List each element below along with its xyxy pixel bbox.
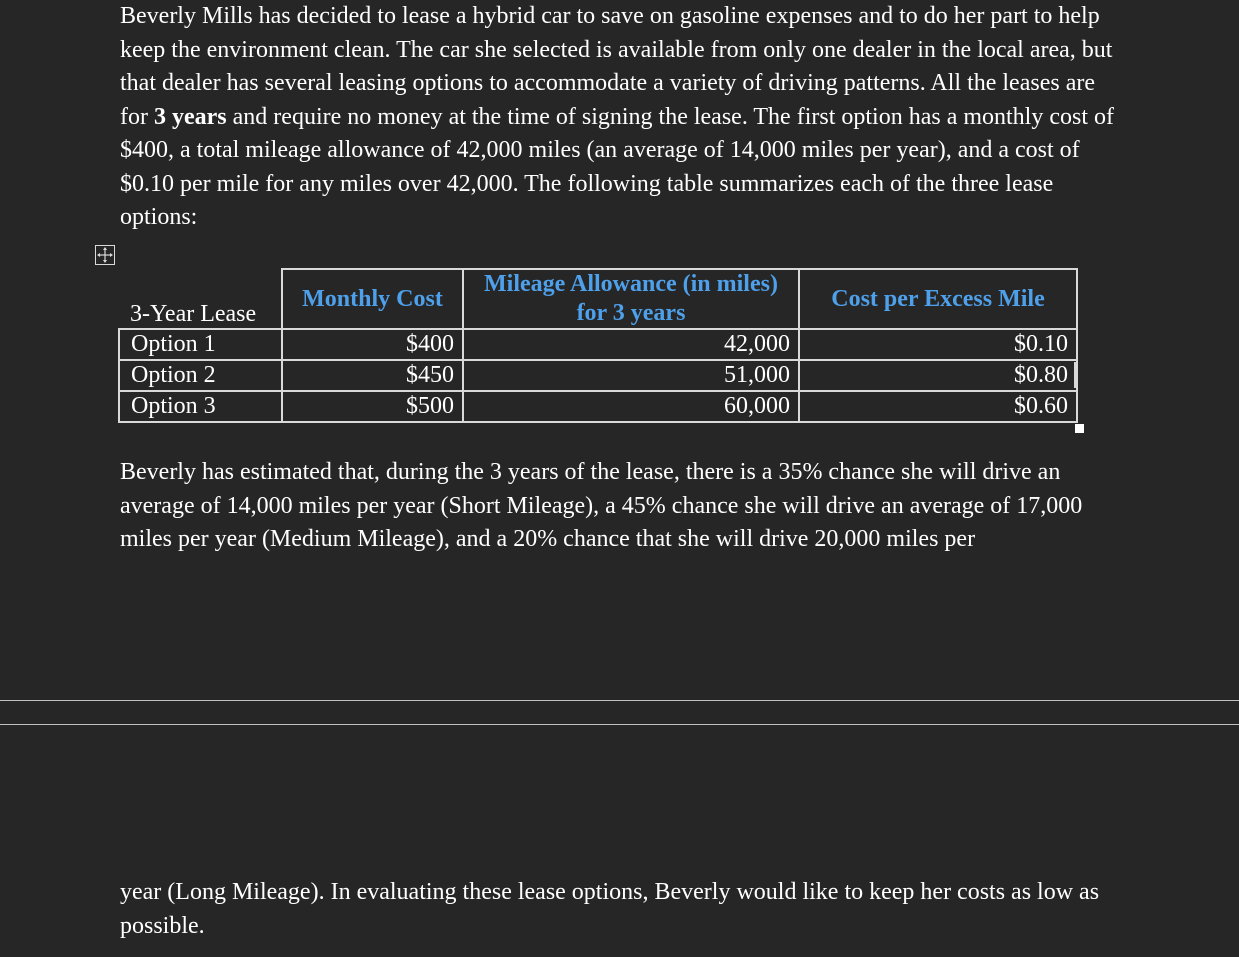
cell-excess-cost: $0.60 [799,391,1077,422]
table-row [119,329,1077,360]
cell-mileage: 51,000 [463,360,799,391]
cell-excess-cost: $0.80 [799,360,1077,391]
intro-text-part1: Beverly Mills has decided to lease a hybrid car to save on gasoline expenses and to do her part to help keep the environment clean. The car she selected is available from only one dealer in the local area, but that dealer has several leasing options to accommodate a variety of driving patterns. All the leases are for [120,3,1113,130]
cell-monthly-cost: $450 [282,360,463,391]
lease-options-table [118,268,1078,423]
table-header-row [119,269,1077,329]
row-label-option-3: Option 3 [119,391,282,422]
estimate-paragraph: Beverly has estimated that, during the 3 years of the lease, there is a 35% chance she will drive an average of 14,000 miles per year (Short Mileage), a 45% chance she will drive an average of 17,000 miles per year (Medium Mileage), and a 20% chance that she will drive 20,000 miles per [120,459,1083,552]
header-mileage-allowance: Mileage Allowance (in miles) for 3 years [463,269,799,329]
table-row [119,360,1077,391]
row-label-option-1: Option 1 [119,329,282,360]
page-break [0,700,1239,725]
row-label-option-2: Option 2 [119,360,282,391]
intro-bold-term: 3 years [153,103,227,130]
header-monthly-cost: Monthly Cost [282,269,463,329]
header-cost-per-excess-mile: Cost per Excess Mile [799,269,1077,329]
cell-excess-cost: $0.10 [799,329,1077,360]
cell-monthly-cost: $500 [282,391,463,422]
resize-square-icon[interactable] [1075,424,1084,433]
table-corner-label: 3-Year Lease [119,269,282,329]
cell-mileage: 42,000 [463,329,799,360]
row-end-marker [1074,362,1076,388]
table-row [119,391,1077,422]
cell-monthly-cost: $400 [282,329,463,360]
move-arrows-icon[interactable] [95,245,115,265]
conclusion-paragraph: year (Long Mileage). In evaluating these lease options, Beverly would like to keep her costs as low as possible. [120,879,1100,939]
intro-text-part2: and require no money at the time of signing the lease. The first option has a monthly cost of $400, a total mileage allowance of 42,000 miles (an average of 14,000 miles per year), and a cost of $0.10 per mile for any miles over 42,000. The following table summarizes each of the three lease options: [120,103,1114,230]
intro-paragraph [120,0,1120,235]
cell-mileage: 60,000 [463,391,799,422]
